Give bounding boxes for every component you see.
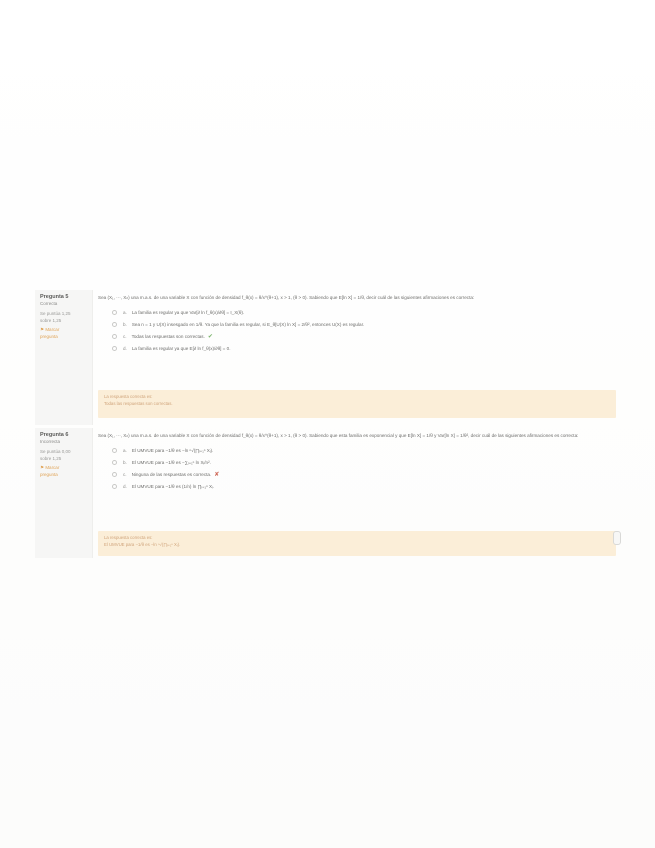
answer-option-d[interactable] (112, 483, 616, 490)
option-letter: a. (123, 448, 127, 453)
question-score-max: sobre 1,25 (40, 317, 62, 323)
correct-answer-feedback (98, 531, 616, 556)
flag-question-label-2[interactable]: pregunta (40, 333, 58, 339)
answer-option-a[interactable] (112, 447, 616, 454)
question-state: Incorrecta (40, 438, 61, 444)
answer-option-d[interactable] (112, 345, 616, 352)
question-stem: Sea (X₁, ···, Xₙ) una m.a.s. de una variable X con función de densidad f_θ(x) = θ/x^(θ+1), x > 1, (θ > 0). Sabiendo que esta familia es exponencial y que E[ln X] = 1/θ y Var[ln X] = 1/θ², decir cuál de las siguientes afirmaciones es correcta: (98, 433, 579, 438)
option-text: El UMVUE para −1/θ es −∑ᵢ₌₁ⁿ ln Xᵢ/n². (131, 460, 211, 465)
question-stem: Sea (X₁, ···, Xₙ) una m.a.s. de una variable X con función de densidad f_θ(x) = θ/x^(θ+1), x > 1, (θ > 0). Sabiendo que E[ln X] = 1/θ, decir cuál de las siguientes afirmaciones es correcta: (98, 295, 475, 300)
question-content (98, 294, 616, 357)
question-state: Correcta (40, 300, 58, 306)
answer-option-b[interactable] (112, 459, 616, 466)
option-letter: b. (123, 322, 127, 327)
correct-answer-feedback (98, 390, 616, 418)
option-text: Ninguna de las respuestas es correcta. (131, 472, 212, 477)
option-letter: c. (123, 472, 127, 477)
option-letter: b. (123, 460, 127, 465)
option-text: La familia es regular ya que E[∂ ln f_θ(x)/∂θ] = 0. (131, 346, 231, 351)
question-number: Pregunta 5 (40, 294, 69, 300)
radio-button[interactable] (112, 472, 117, 477)
question-number: Pregunta 6 (40, 432, 69, 438)
flag-question-label-2[interactable]: pregunta (40, 471, 58, 477)
correct-check-icon: ✔ (207, 334, 213, 340)
incorrect-cross-icon: ✘ (214, 472, 220, 478)
answer-options (98, 447, 616, 490)
radio-button[interactable] (112, 460, 117, 465)
radio-button[interactable] (112, 346, 117, 351)
answer-option-a[interactable] (112, 309, 616, 316)
option-text: El UMVUE para −1/θ es −ln ⁿ√(∏ᵢ₌₁ⁿ Xᵢ). (131, 448, 214, 453)
feedback-text: Todas las respuestas son correctas. (104, 401, 173, 406)
option-letter: d. (123, 346, 127, 351)
radio-button[interactable] (112, 334, 117, 339)
feedback-title: La respuesta correcta es: (104, 535, 153, 540)
option-letter: d. (123, 484, 127, 489)
feedback-text: El UMVUE para −1/θ es −ln ⁿ√(∏ᵢ₌₁ⁿ Xᵢ). (104, 542, 181, 547)
feedback-title: La respuesta correcta es: (104, 394, 153, 399)
question-5 (35, 290, 620, 425)
radio-button[interactable] (112, 310, 117, 315)
flag-question-label: Marcar (45, 327, 60, 332)
radio-button[interactable] (112, 322, 117, 327)
option-letter: c. (123, 334, 127, 339)
question-score: Se puntúa 1,25 (40, 311, 71, 316)
question-info-panel (35, 428, 93, 558)
answer-options (98, 309, 616, 352)
option-text: Todas las respuestas son correctas. (131, 334, 205, 339)
flag-icon: ⚑ (40, 327, 45, 332)
option-text: Sea n = 1 y U(X) insesgado en 1/θ. Ya que la familia es regular, si E_θ[U(X) ln X] = 2/θ², entonces U(X) es regular. (131, 322, 365, 327)
answer-option-b[interactable] (112, 321, 616, 328)
radio-button[interactable] (112, 448, 117, 453)
radio-button[interactable] (112, 484, 117, 489)
scroll-handle[interactable] (613, 531, 621, 545)
question-score: Se puntúa 0,00 (40, 449, 71, 454)
answer-option-c[interactable] (112, 333, 616, 340)
flag-icon: ⚑ (40, 465, 45, 470)
question-6 (35, 428, 620, 558)
question-content (98, 432, 616, 495)
option-text: La familia es regular ya que Var[∂ ln f_θ(x)/∂θ] = I_X(θ). (131, 310, 245, 315)
option-text: El UMVUE para −1/θ es (1/n) ln ∏ᵢ₌₁ⁿ Xᵢ. (131, 484, 215, 489)
answer-option-c[interactable] (112, 471, 616, 478)
option-letter: a. (123, 310, 127, 315)
question-score-max: sobre 1,25 (40, 455, 62, 461)
flag-question-label: Marcar (45, 465, 60, 470)
question-info-panel (35, 290, 93, 425)
